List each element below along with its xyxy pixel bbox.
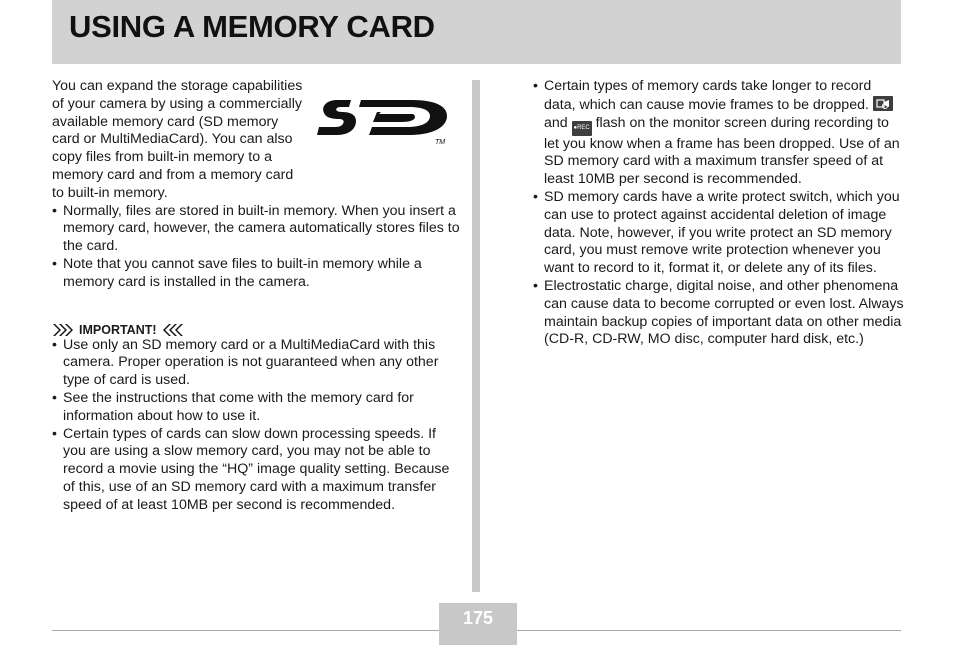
left-bullet-list <box>52 203 462 292</box>
rec-icon: ●REC <box>572 121 592 136</box>
list-item: • Certain types of cards can slow down processing speeds. If you are using a slow memory card, you may not be able to record a movie using the “HQ” image quality setting. Because of this, use of an SD memory card with a maximum transfer speed of at least 10MB per second is recommended. <box>52 426 462 515</box>
and-text: and <box>544 114 568 131</box>
page-number-box <box>439 603 517 645</box>
list-item: • SD memory cards have a write protect switch, which you can use to protect against accidental deletion of image data. Note, however, if you write protect an SD memory card, you must remove write protection whenever you want to record to it, format it, or delete any of its files. <box>533 189 905 278</box>
movie-icon <box>873 96 893 111</box>
list-item: • See the instructions that come with the memory card for information about how to use it. <box>52 390 462 426</box>
right-column <box>533 78 905 349</box>
page-number: 175 <box>462 608 494 628</box>
bullet-text: Certain types of memory cards take longer to record data, which can cause movie frames to be dropped. <box>544 78 872 113</box>
important-bullet-list <box>52 337 462 515</box>
tm-mark: TM <box>435 139 446 146</box>
intro-paragraph: You can expand the storage capabilities of your camera by using a commercially available memory card (SD memory card or MultiMediaCard). You can also copy files from built-in memory to a memory card and from a memory card to built-in memory. <box>52 78 303 201</box>
sd-logo <box>317 94 452 146</box>
list-item: • Use only an SD memory card or a MultiMediaCard with this camera. Proper operation is not guaranteed when any other type of card is used. <box>52 337 462 390</box>
list-item <box>533 78 905 189</box>
title-bar <box>52 0 901 64</box>
left-column <box>52 78 462 515</box>
triple-chevron-left-icon <box>162 323 184 337</box>
list-item: • Electrostatic charge, digital noise, and other phenomena can cause data to become corrupted or even lost. Always maintain backup copies of important data on other media (CD-R, CD-RW, MO disc, computer hard disk, etc.) <box>533 278 905 349</box>
important-label: IMPORTANT! <box>79 322 157 337</box>
triple-chevron-right-icon <box>52 323 74 337</box>
bullet-text: flash on the monitor screen during recording to let you know when a frame has been dropped. Use of an SD memory card with a maximum transfer speed of at least 10MB per second is recommended. <box>544 114 900 188</box>
page-title: USING A MEMORY CARD <box>69 9 435 44</box>
important-heading <box>52 323 462 337</box>
column-divider <box>472 80 480 592</box>
right-bullet-list <box>533 78 905 349</box>
list-item: • Normally, files are stored in built-in memory. When you insert a memory card, however, the camera automatically stores files to the card. <box>52 203 462 256</box>
list-item: • Note that you cannot save files to built-in memory while a memory card is installed in the camera. <box>52 256 462 292</box>
